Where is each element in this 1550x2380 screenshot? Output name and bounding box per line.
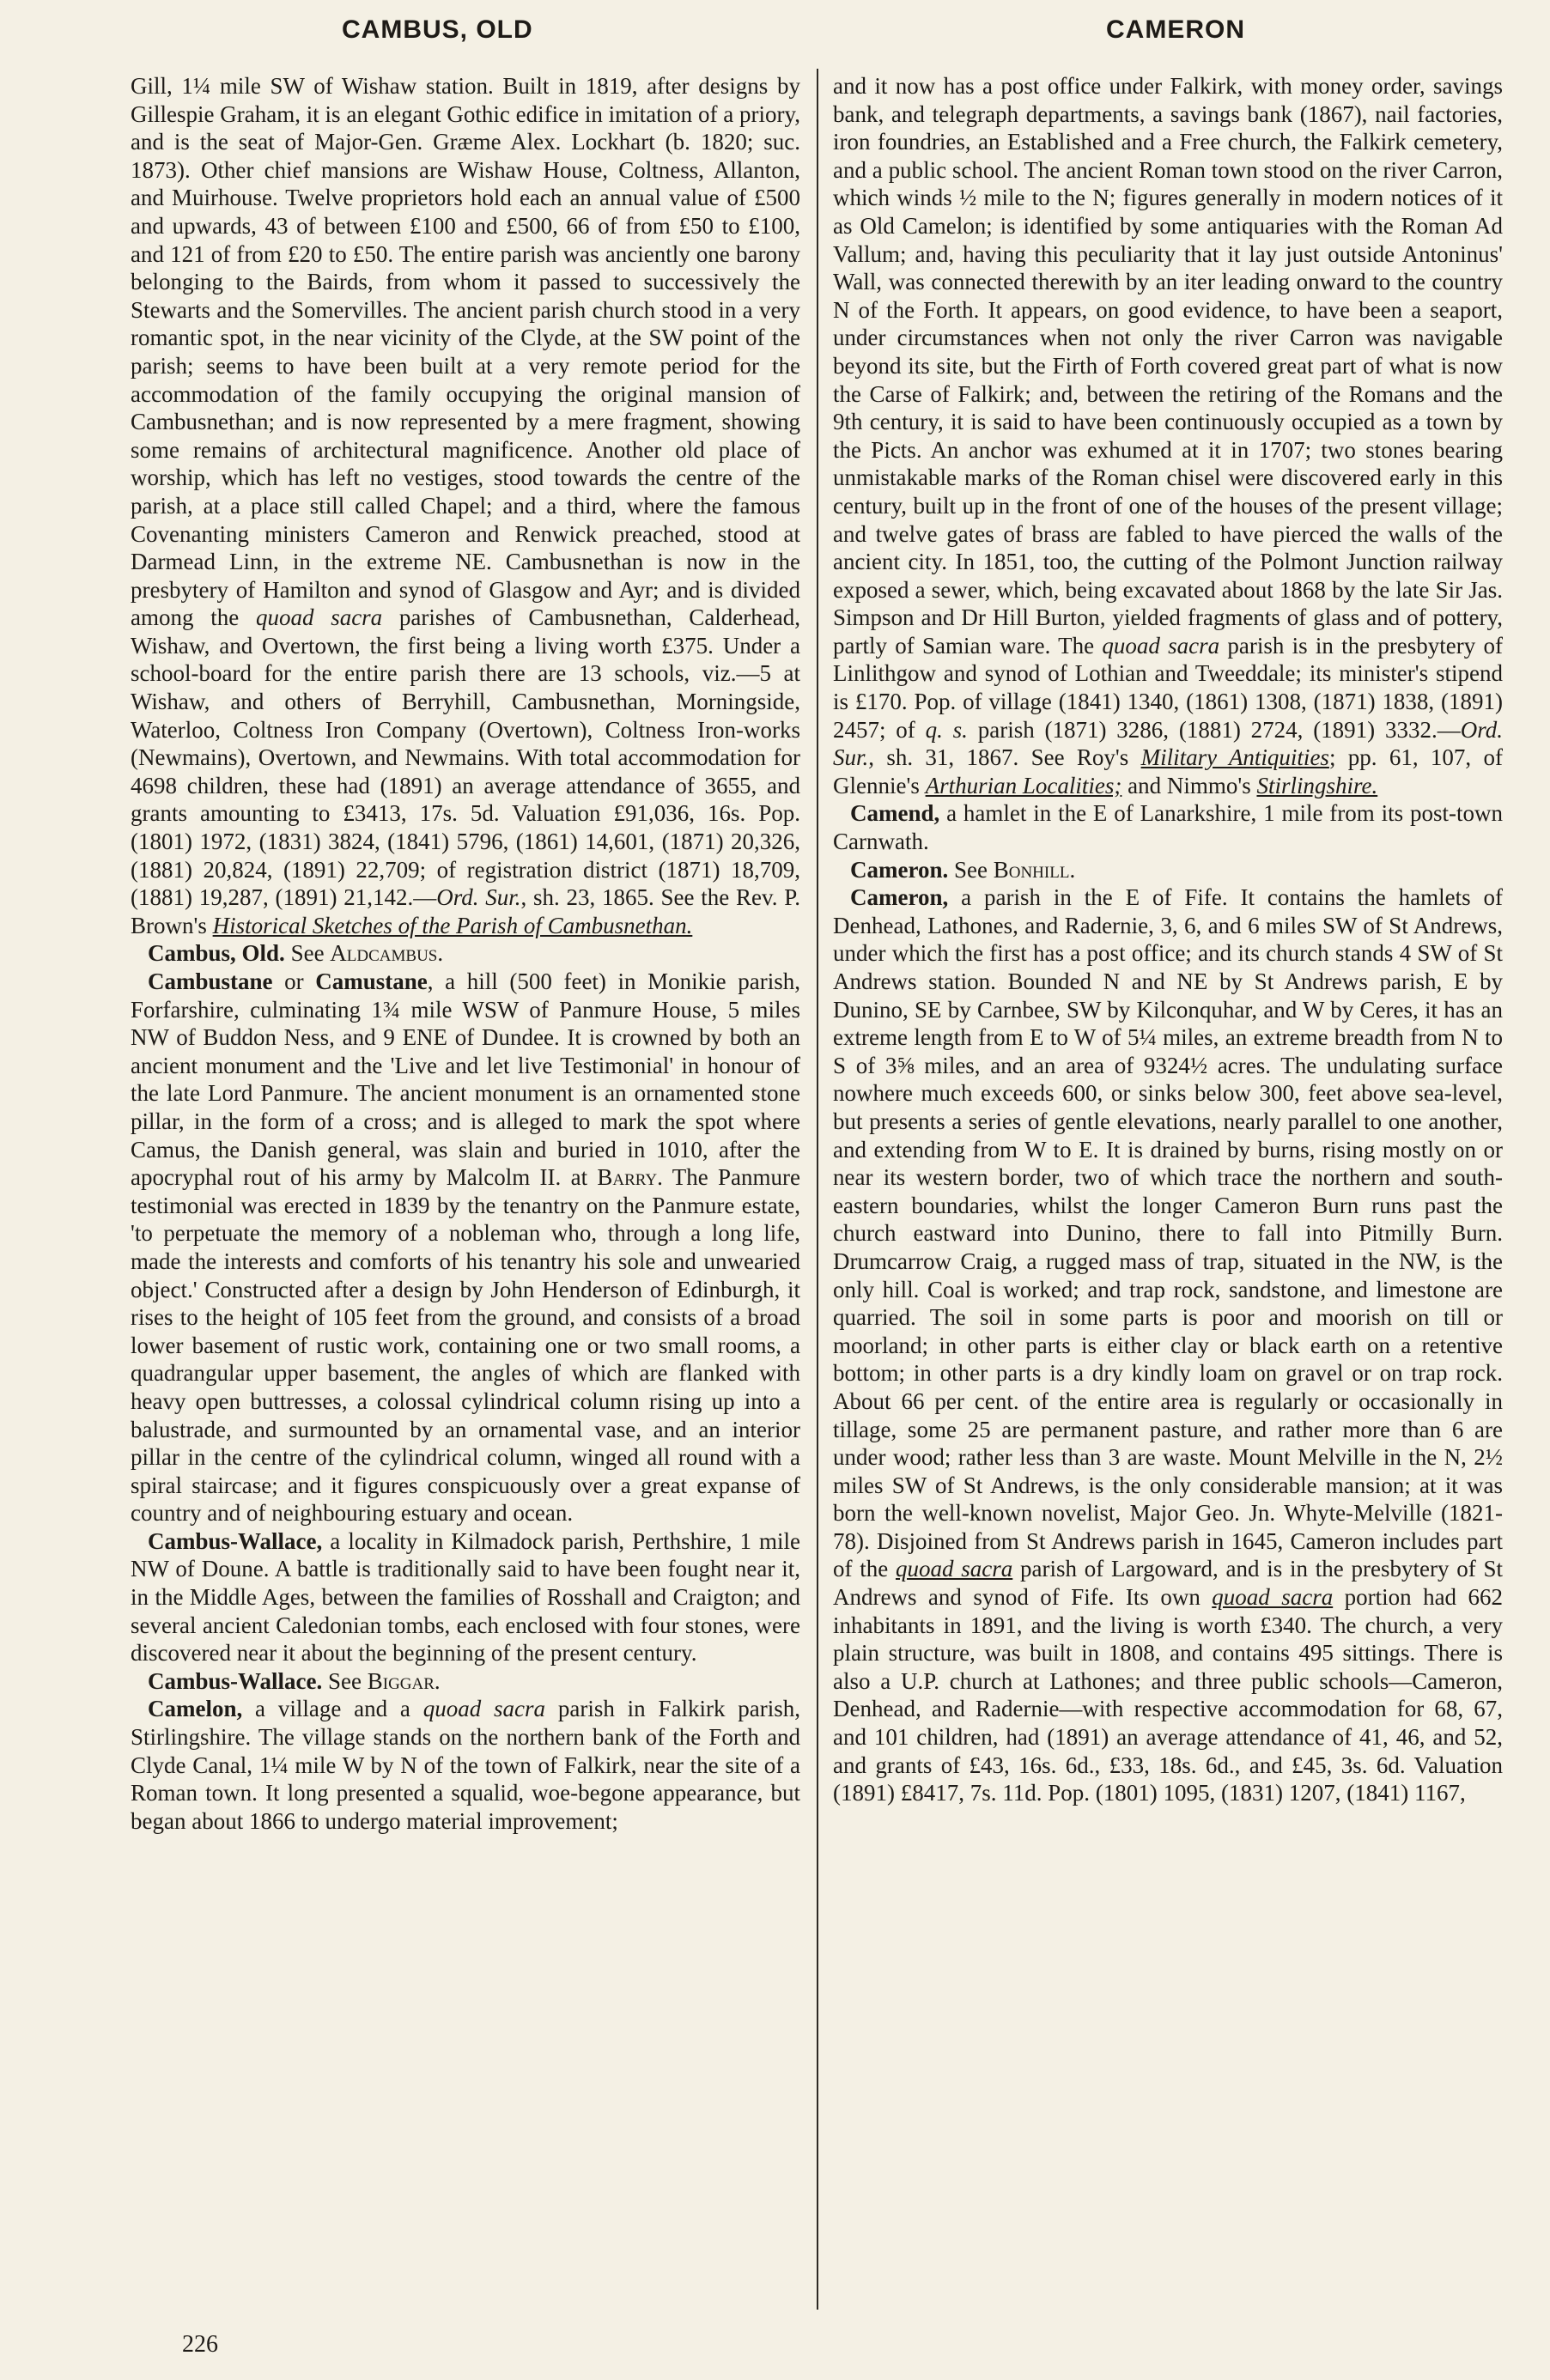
italic-text: quoad sacra (1102, 632, 1220, 659)
cited-title: quoad sacra (896, 1556, 1013, 1582)
text-run: parish in Falkirk parish, Stirlingshire. The village stands on the northern bank of the Forth and Clyde Canal, 1¼ mile W by N of the town of Falkirk, near the site of a Roman town. It long presented a squalid, woe-begone appearance, but began about 1866 to undergo material improvement; (131, 1696, 800, 1834)
entry-headword: Cambus-Wallace. (148, 1667, 323, 1694)
entry-headword: Cambus, Old. (148, 940, 285, 967)
text-run: Gill, 1¼ mile SW of Wishaw station. Built in 1819, after designs by Gillespie Graham, it is an elegant Gothic edifice in imitation of a priory, and is the seat of Major-Gen. Græme Alex. Lockhart (b. 1820; suc. 1873). Other chief mansions are Wishaw House, Coltness, Allanton, and Muirhouse. Twelve proprietors hold each an annual value of £500 and upwards, 43 of between £100 and £500, 66 of from £50 to £100, and 121 of from £20 to £50. The entire parish was anciently one barony belonging to the Bairds, from whom it passed to successively the Stewarts and the Somervilles. The ancient parish church stood in a very romantic spot, in the near vicinity of the Clyde, at the SW point of the parish; seems to have been built at a very remote period for the accommodation of the family occupying the original mansion of Cambusnethan; and is now represented by a mere fragment, showing some remains of architectural magnificence. Another old place of worship, which has left no vestiges, stood towards the centre of the parish, at a place still called Chapel; and a third, where the famous Covenanting ministers Cameron and Renwick preached, stood at Darmead Linn, in the extreme NE. Cambusnethan is now in the presbytery of Hamilton and synod of Glasgow and Ayr; and is divided among the (131, 73, 800, 631)
gazetteer-entry (131, 1527, 800, 1667)
cited-title: Military Antiquities (1140, 744, 1329, 771)
italic-text: q. s. (925, 716, 968, 743)
text-run: See (322, 1667, 368, 1694)
entry-headword: Cambustane (148, 968, 273, 994)
page-number: 226 (182, 2331, 218, 2358)
text-run: a hamlet in the E of Lanarkshire, 1 mile from its post-town Carnwath. (833, 800, 1503, 855)
text-run: See (284, 940, 331, 967)
cross-reference: Biggar. (367, 1667, 441, 1694)
continued-paragraph (131, 72, 800, 939)
text-run: parish (1871) 3286, (1881) 2724, (1891) 3332.— (967, 716, 1461, 743)
text-run: , sh. 23, 1865. See the Rev. P. Brown's (131, 884, 800, 938)
gazetteer-entry (131, 939, 800, 968)
column-rule (817, 69, 818, 2310)
text-run: parish is in the presbytery of Linlithgow and synod of Lothian and Tweeddale; its minister's stipend is £170. Pop. of village (1841) 1340, (1861) 1308, (1871) 1838, (1891) 2457; of (833, 632, 1504, 743)
italic-text: Ord. Sur. (436, 884, 521, 911)
text-run: See (948, 856, 994, 883)
right-column (833, 72, 1503, 1807)
gazetteer-entry (131, 1667, 800, 1696)
text-run: , sh. 31, 1867. See Roy's (868, 744, 1141, 771)
text-run: ; pp. 61, 107, of Glennie's (833, 744, 1503, 798)
text-run: a parish in the E of Fife. It contains the hamlets of Denhead, Lathones, and Radernie, 3, 6, and 6 miles SW of St Andrews, under which the first has a post office; and its church stands 4 SW of St Andrews station. Bounded N and NE by St Andrews parish, E by Dunino, SE by Carnbee, SW by Kilconquhar, and W by Ceres, it has an extreme length from E to W of 5¼ miles, an extreme breadth from N to S of 3⅝ miles, and an area of 9324½ acres. The undulating surface nowhere much exceeds 600, or sinks below 300, feet above sea-level, but presents a series of gentle elevations, nearly parallel to one another, and extending from W to E. It is drained by burns, rising mostly on or near its western border, two of which trace the northern and south-eastern boundaries, whilst the longer Cameron Burn runs past the church eastward into Dunino, there to fall into Pitmilly Burn. Drumcarrow Craig, a rugged mass of trap, situated in the NW, is the only hill. Coal is worked; and trap rock, sandstone, and limestone are quarried. The soil in some parts is poor and moorish on till or moorland; in other parts is either clay or black earth on a retentive bottom; in other parts is a dry kindly loam on gravel or on trap rock. About 66 per cent. of the entire area is regularly or occasionally in tillage, some 25 are permanent pasture, and rather more than 6 are under wood; rather less than 3 are waste. Mount Melville in the N, 2½ miles SW of St Andrews, is the only considerable mansion; at it was born the well-known novelist, Major Geo. Jn. Whyte-Melville (1821-78). Disjoined from St Andrews parish in 1645, Cameron includes part of the (833, 884, 1503, 1582)
cross-reference: Barry. (597, 1164, 663, 1191)
italic-text: quoad sacra (422, 1696, 546, 1722)
italic-text: Ord. Sur. (833, 716, 1503, 771)
entry-headword: Cameron. (850, 856, 949, 883)
text-run: or (272, 968, 316, 994)
gazetteer-entry (833, 883, 1503, 1807)
entry-headword: Cambus-Wallace, (148, 1527, 323, 1554)
text-run: parishes of Cambusnethan, Calderhead, Wishaw, and Overtown, the first being a living worth £375. Under a school-board for the entire parish there are 13 schools, viz.—5 at Wishaw, and others of Berryhill, Cambusnethan, Morningside, Waterloo, Coltness Iron Company (Overtown), Coltness Iron-works (Newmains), Overtown, and Newmains. With total accommodation for 4698 children, these had (1891) an average attendance of 3655, and grants amounting to £3413, 17s. 5d. Valuation £91,036, 16s. Pop. (1801) 1972, (1831) 3824, (1841) 5796, (1861) 14,601, (1871) 20,326, (1881) 20,824, (1891) 22,709; of registration district (1871) 18,709, (1881) 19,287, (1891) 21,142.— (131, 604, 800, 911)
text-run: portion had 662 inhabitants in 1891, and the living is worth £340. The church, a very plain structure, was built in 1808, and contains 495 sittings. There is also a U.P. church at Lathones; and three public schools—Cameron, Denhead, and Radernie—with respective accommodation for 68, 67, and 101 children, had (1891) an average attendance of 41, 46, and 52, and grants of £43, 16s. 6d., £33, 18s. 6d., and £45, 3s. 6d. Valuation (1891) £8417, 7s. 11d. Pop. (1801) 1095, (1831) 1207, (1841) 1167, (833, 1584, 1503, 1806)
entry-headword: Camelon, (148, 1696, 243, 1722)
running-head-right: CAMERON (1106, 15, 1245, 44)
text-run: and it now has a post office under Falkirk, with money order, savings bank, and telegraph departments, a savings bank (1867), nail factories, iron foundries, an Established and a Free church, the Falkirk cemetery, and a public school. The ancient Roman town stood on the river Carron, which winds ½ mile to the N; figures generally in modern notices of it as Old Camelon; is identified by some antiquaries with the Roman Ad Vallum; and, having this peculiarity that it lay just outside Antoninus' Wall, was connected therewith by an iter leading onward to the country N of the Forth. It appears, on good evidence, to have been a seaport, under circumstances when not only the river Carron was navigable beyond its site, but the Firth of Forth covered great part of what is now the Carse of Falkirk; and, between the retiring of the Romans and the 9th century, it is said to have been continuously occupied as a town by the Picts. An anchor was exhumed at it in 1707; two stones bearing unmistakable marks of the Roman chisel were discovered early in this century, built up in the front of one of the houses of the present village; and twelve gates of brass are fabled to have pierced the walls of the ancient city. In 1851, too, the cutting of the Polmont Junction railway exposed a sewer, which, being excavated about 1868 by the late Sir Jas. Simpson and Dr Hill Burton, yielded fragments of glass and of pottery, partly of Samian ware. The (833, 73, 1503, 659)
gazetteer-entry (131, 1695, 800, 1835)
entry-headword: Cameron, (850, 884, 949, 911)
gazetteer-entry (833, 799, 1503, 855)
text-run: and Nimmo's (1121, 772, 1257, 798)
cited-title: Arthurian Localities; (925, 772, 1122, 798)
entry-headword: Camend, (850, 800, 940, 827)
continued-paragraph (833, 72, 1503, 799)
cross-reference: Aldcambus. (330, 940, 444, 967)
text-run: parish of Largoward, and is in the presbytery of St Andrews and synod of Fife. Its own (833, 1556, 1503, 1611)
italic-text: quoad sacra (255, 604, 383, 631)
cited-title: quoad sacra (1212, 1584, 1334, 1611)
text-run: a locality in Kilmadock parish, Perthshire, 1 mile NW of Doune. A battle is traditionally said to have been fought near it, in the Middle Ages, between the families of Rosshall and Craigton; and several ancient Caledonian tombs, each enclosed with four stones, were discovered near it about the beginning of the present century. (131, 1527, 800, 1667)
left-column (131, 72, 800, 1835)
text-run: , a hill (500 feet) in Monikie parish, Forfarshire, culminating 1¾ mile WSW of Panmure House, 5 miles NW of Buddon Ness, and 9 ENE of Dundee. It is crowned by both an ancient monument and the 'Live and let live Testimonial' in honour of the late Lord Panmure. The ancient monument is an ornamented stone pillar, in the form of a cross; and is alleged to mark the spot where Camus, the Danish general, was slain and buried in 1010, after the apocryphal rout of his army by Malcolm II. at (131, 968, 800, 1191)
entry-headword: Camustane (315, 968, 428, 994)
cited-title: Stirlingshire. (1256, 772, 1378, 798)
gazetteer-entry (833, 856, 1503, 884)
gazetteer-entry (131, 968, 800, 1527)
cited-title: Historical Sketches of the Parish of Cambusnethan. (212, 912, 693, 938)
text-run: a village and a (242, 1696, 423, 1722)
cross-reference: Bonhill. (993, 856, 1076, 883)
running-head-left: CAMBUS, OLD (342, 15, 533, 44)
text-run: The Panmure testimonial was erected in 1839 by the tenantry on the Panmure estate, 'to perpetuate the memory of a nobleman who, through a long life, made the interests and comforts of his tenantry his sole and unwearied object.' Constructed after a design by John Henderson of Edinburgh, it rises to the height of 105 feet from the ground, and consists of a broad lower basement of rustic work, containing one or two small rooms, a quadrangular upper basement, the angles of which are flanked with heavy open buttresses, a colossal cylindrical column rising up into a balustrade, and surmounted by an ornamental vase, and an interior pillar in the centre of the cylindrical column, winged all round with a spiral staircase; and it figures conspicuously over a great expanse of country and of neighbouring estuary and ocean. (131, 1164, 800, 1527)
